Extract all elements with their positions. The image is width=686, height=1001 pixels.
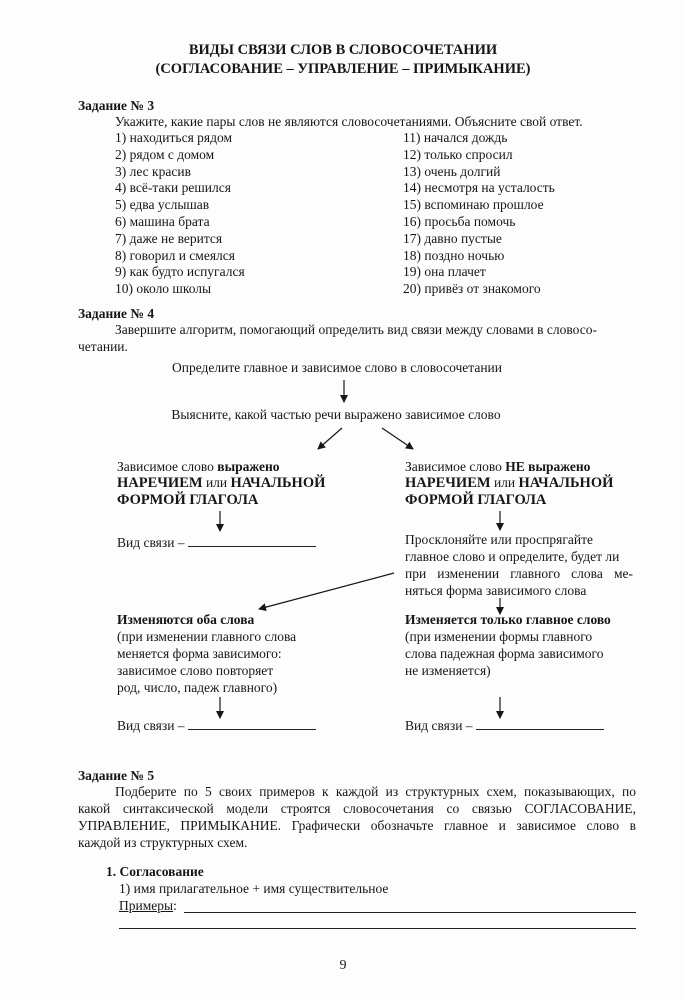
right-branch-line3: ФОРМОЙ ГЛАГОЛА [405,492,547,508]
left-branch-text: Зависимое слово [117,459,218,474]
task4-instruction-line2: четании. [78,339,128,354]
main-only-line1: (при изменении формы главного [405,629,593,644]
list-item: 16) просьба помочь [403,213,516,229]
right-branch-instruction-1: Просклоняйте или проспрягайте [405,532,593,547]
both-change-line2: меняется форма зависимого: [117,646,282,661]
arrow-right-diagonal-icon [382,428,413,449]
result-label: Вид связи – [117,718,185,733]
left-branch-initial: НАЧАЛЬНОЙ [230,475,326,491]
flow-step-part-of-speech: Выясните, какой частью речи выражено зависимое слово [171,407,501,422]
main-only-line2: слова падежная форма зависимого [405,646,604,661]
list-item: 18) поздно ночью [403,247,505,263]
list-item: 6) машина брата [115,213,210,229]
left-branch-bold: выражено [217,459,280,474]
section1-heading: 1. Согласование [106,864,204,879]
list-item: 9) как будто испугался [115,264,245,280]
list-item: 5) едва услышав [115,197,210,213]
main-only-heading: Изменяется только главное слово [405,612,611,627]
task4-instruction-line1: Завершите алгоритм, помогающий определить вид связи между словами в словосо- [115,322,597,337]
list-item: 4) всё-таки решился [115,180,231,196]
examples-colon: : [173,898,177,913]
arrow-left-diagonal-icon [318,428,342,449]
left-branch-line3: ФОРМОЙ ГЛАГОЛА [117,492,259,508]
task4-heading: Задание № 4 [78,306,155,321]
result-label: Вид связи – [117,535,185,550]
task3-heading: Задание № 3 [78,98,155,113]
task3-instruction: Укажите, какие пары слов не являются словосочетаниями. Объясните свой ответ. [115,114,583,129]
both-change-line4: род, число, падеж главного) [117,680,278,695]
right-branch-instruction-2: главное слово и определите, будет ли [405,549,620,564]
list-item: 11) начался дождь [403,130,508,145]
list-item: 20) привёз от знакомого [403,281,541,297]
page-title-line2: (СОГЛАСОВАНИЕ – УПРАВЛЕНИЕ – ПРИМЫКАНИЕ) [155,61,531,77]
right-branch-adverb: НАРЕЧИЕМ [405,475,491,491]
examples-answer-line-1[interactable] [184,912,636,913]
main-only-line3: не изменяется) [405,663,491,678]
right-branch-instruction-4: няться форма зависимого слова [405,583,587,598]
task5-paragraph-line3: УПРАВЛЕНИЕ, ПРИМЫКАНИЕ. Графически обозначьте главное и зависимое слово в [78,818,636,833]
list-item: 10) около школы [115,281,212,297]
task5-paragraph-line4: каждой из структурных схем. [78,835,248,850]
left-branch-or: или [202,475,231,490]
right-branch-bold: НЕ выражено [505,459,591,474]
right-branch-initial: НАЧАЛЬНОЙ [518,475,614,491]
flow-step-identify: Определите главное и зависимое слово в словосочетании [171,360,503,375]
arrow-to-both-change-icon [259,573,394,609]
list-item: 15) вспоминаю прошлое [403,197,544,213]
task5-paragraph-line2: какой синтаксической модели строятся словосочетания со связью СОГЛАСОВАНИЕ, [78,801,636,816]
left-branch-adverb: НАРЕЧИЕМ [117,475,203,491]
list-item: 14) несмотря на усталость [403,180,555,196]
task5-paragraph-line1: Подберите по 5 своих примеров к каждой из структурных схем, показывающих, по [115,784,636,799]
section1-item: 1) имя прилагательное + имя существительное [119,881,389,896]
list-item: 13) очень долгий [403,163,501,179]
examples-label-row [119,898,177,914]
result-label: Вид связи – [405,718,473,733]
list-item: 19) она плачет [403,264,486,280]
list-item: 12) только спросил [403,146,513,162]
page-title-line1: ВИДЫ СВЯЗИ СЛОВ В СЛОВОСОЧЕТАНИИ [188,42,498,58]
list-item: 7) даже не верится [115,230,223,246]
both-change-line1: (при изменении главного слова [117,629,297,644]
both-change-heading: Изменяются оба слова [117,612,255,627]
examples-answer-line-2[interactable] [119,928,636,929]
list-item: 8) говорил и смеялся [115,247,235,263]
right-branch-text: Зависимое слово [405,459,506,474]
list-item: 17) давно пустые [403,230,502,246]
both-change-line3: зависимое слово повторяет [117,663,274,678]
examples-label: Примеры [119,898,174,913]
list-item: 3) лес красив [115,163,191,179]
list-item: 2) рядом с домом [115,146,215,162]
page-number: 9 [339,958,347,973]
list-item: 1) находиться рядом [115,130,233,145]
right-branch-instruction-3: при изменении главного слова ме- [405,566,633,581]
task5-heading: Задание № 5 [78,768,155,783]
right-branch-or: или [490,475,519,490]
